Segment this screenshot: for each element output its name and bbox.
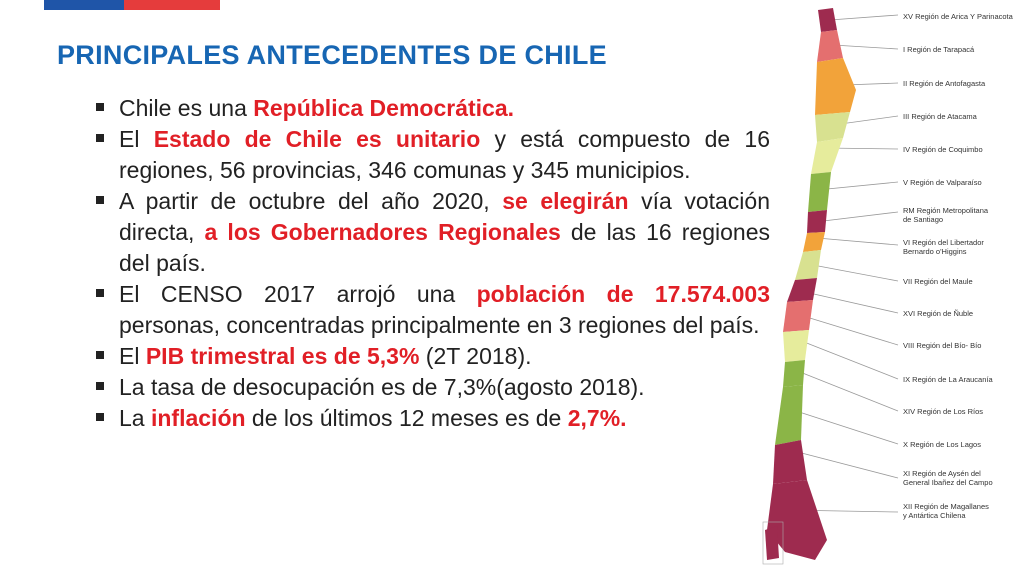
region-label: VIII Región del Bío- Bío xyxy=(903,341,982,350)
region-xv-shape xyxy=(818,8,837,32)
flag-blue-segment xyxy=(44,0,124,10)
region-v-shape xyxy=(808,172,831,212)
bullet-text: La tasa de desocupación es de 7,3%(agosto 2018). xyxy=(119,374,645,400)
bullet-item xyxy=(96,279,770,341)
region-vi-shape xyxy=(803,232,825,252)
region-ix-shape xyxy=(783,330,809,362)
bullet-text: (2T 2018). xyxy=(419,343,532,369)
region-label: XI Región de Aysén del General Ibañez del Campo xyxy=(903,469,993,487)
region-xiv-shape xyxy=(783,360,805,387)
bullet-text: de las 16 regiones del país. xyxy=(119,219,770,276)
region-ii-shape xyxy=(815,58,856,115)
region-xvi-shape xyxy=(787,278,817,302)
bullet-highlight: PIB trimestral es de 5,3% xyxy=(145,343,420,369)
bullet-text: y está compuesto de 16 regiones, 56 provincias, 346 comunas y 345 municipios. xyxy=(119,126,771,183)
region-label: III Región de Atacama xyxy=(903,112,977,121)
region-label: II Región de Antofagasta xyxy=(903,79,986,88)
bullet-highlight: inflación xyxy=(150,405,246,431)
bullet-highlight: se elegirán xyxy=(502,188,629,214)
region-label: X Región de Los Lagos xyxy=(903,440,981,449)
bullet-item xyxy=(96,372,770,403)
region-label: VII Región del Maule xyxy=(903,277,973,286)
bullet-item xyxy=(96,341,770,372)
page-title: PRINCIPALES ANTECEDENTES DE CHILE xyxy=(57,40,607,70)
region-label: V Región de Valparaíso xyxy=(903,178,982,187)
bullet-item xyxy=(96,124,770,186)
bullet-list xyxy=(96,93,770,434)
region-iv-shape xyxy=(811,138,843,174)
square-bullet-icon xyxy=(96,289,104,297)
region-label: IX Región de La Araucanía xyxy=(903,375,993,384)
bullet-item xyxy=(96,93,770,124)
bullet-text: A partir de octubre del año 2020, xyxy=(119,188,503,214)
region-label: XII Región de Magallanes y Antártica Chilena xyxy=(903,502,989,520)
bullet-highlight: 2,7%. xyxy=(567,405,627,431)
region-x-shape xyxy=(775,385,803,445)
bullet-highlight: población de 17.574.003 xyxy=(476,281,770,307)
region-iii-shape xyxy=(815,112,850,142)
bullet-text: personas, concentradas principalmente en 3 regiones del país. xyxy=(119,312,760,338)
square-bullet-icon xyxy=(96,134,104,142)
bullet-highlight: a los Gobernadores Regionales xyxy=(204,219,561,245)
region-viii-shape xyxy=(783,300,813,332)
region-rm-shape xyxy=(807,210,827,233)
bullet-text: El CENSO 2017 arrojó una xyxy=(119,281,477,307)
bullet-item xyxy=(96,186,770,279)
region-xi-shape xyxy=(773,440,807,484)
bullet-text: El xyxy=(119,343,146,369)
bullet-text: El xyxy=(119,126,154,152)
region-label: XVI Región de Ñuble xyxy=(903,309,974,318)
region-vii-shape xyxy=(795,250,821,280)
region-label: I Región de Tarapacá xyxy=(903,45,975,54)
square-bullet-icon xyxy=(96,196,104,204)
flag-red-segment xyxy=(124,0,220,10)
region-label: XV Región de Arica Y Parinacota xyxy=(903,12,1013,21)
square-bullet-icon xyxy=(96,351,104,359)
chile-regions-map xyxy=(755,0,1024,576)
bullet-text: vía votación directa, xyxy=(119,188,770,245)
region-label: XIV Región de Los Ríos xyxy=(903,407,984,416)
bullet-highlight: Estado de Chile es unitario xyxy=(153,126,481,152)
bullet-highlight: República Democrática. xyxy=(253,95,515,121)
antarctic-inset-shape xyxy=(765,526,779,560)
region-label: IV Región de Coquimbo xyxy=(903,145,983,154)
square-bullet-icon xyxy=(96,103,104,111)
region-label: RM Región Metropolitana de Santiago xyxy=(903,206,989,224)
bullet-text: de los últimos 12 meses es de xyxy=(245,405,568,431)
flag-color-bar xyxy=(44,0,220,10)
square-bullet-icon xyxy=(96,382,104,390)
bullet-text: Chile es una xyxy=(119,95,254,121)
square-bullet-icon xyxy=(96,413,104,421)
region-i-shape xyxy=(817,30,843,62)
bullet-item xyxy=(96,403,770,434)
region-label: VI Región del Libertador Bernardo o'Higgins xyxy=(903,238,984,256)
bullet-text: La xyxy=(119,405,151,431)
